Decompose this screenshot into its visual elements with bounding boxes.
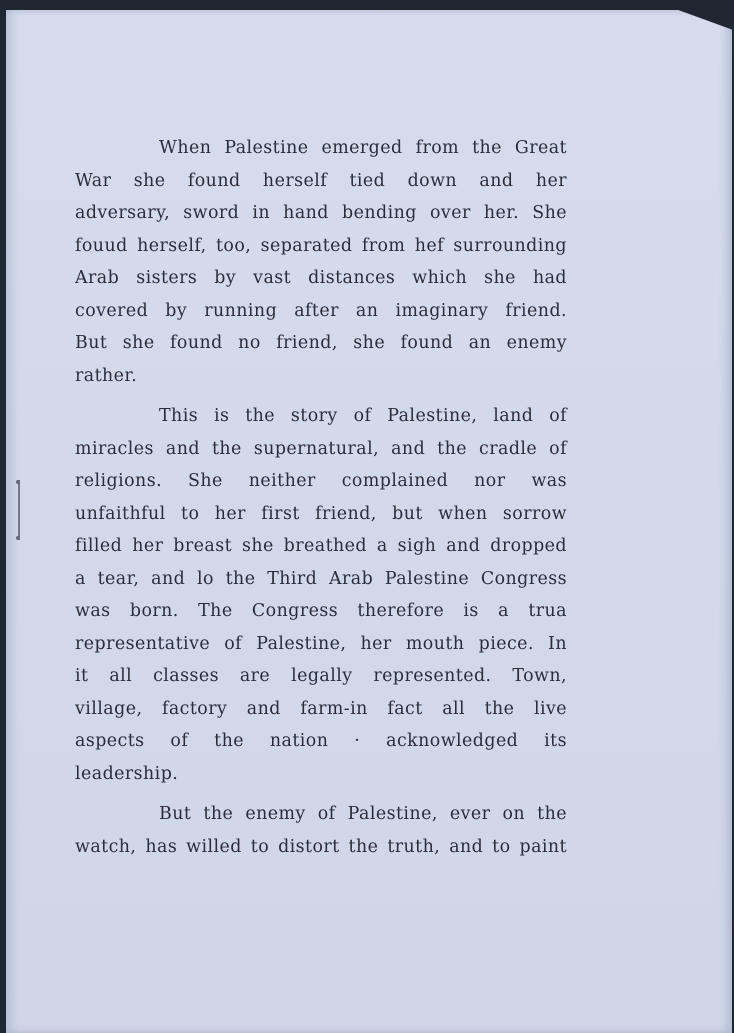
text-line: leadership.: [75, 763, 179, 784]
text-line: fouud herself, too, separated from hef surrounding: [75, 235, 567, 256]
text-line: religions. She neither complained nor was: [75, 471, 567, 491]
text-line: village, factory and farm-in fact all the live: [75, 698, 567, 719]
staple-mark: [18, 480, 24, 540]
text-line: filled her breast she breathed a sigh and dropped: [75, 536, 567, 556]
paragraph-2: [75, 400, 567, 790]
torn-corner: [652, 10, 732, 36]
text-line: a tear, and lo the Third Arab Palestine Congress: [75, 568, 567, 589]
text-line: War she found herself tied down and her: [75, 170, 567, 191]
page-edge-shading: [718, 10, 732, 1033]
text-line: This is the story of Palestine, land of: [159, 406, 567, 426]
paragraph-1: [75, 132, 567, 392]
text-line: But she found no friend, she found an enemy: [75, 333, 567, 353]
text-line: watch, has willed to distort the truth, and to paint: [75, 836, 567, 857]
text-line: When Palestine emerged from the Great: [159, 138, 567, 158]
text-line: miracles and the supernatural, and the cradle of: [75, 438, 567, 459]
body-text: [75, 132, 567, 863]
text-line: adversary, sword in hand bending over her. She: [75, 203, 567, 223]
text-line: it all classes are legally represented. Town,: [75, 666, 567, 686]
text-line: was born. The Congress therefore is a trua: [75, 601, 567, 621]
text-line: But the enemy of Palestine, ever on the: [159, 804, 567, 824]
text-line: unfaithful to her first friend, but when sorrow: [75, 503, 567, 524]
text-line: covered by running after an imaginary friend.: [75, 300, 567, 321]
paragraph-3: [75, 798, 567, 863]
text-line: aspects of the nation · acknowledged its: [75, 731, 567, 751]
text-line: representative of Palestine, her mouth piece. In: [75, 633, 567, 654]
text-line: rather.: [75, 365, 138, 386]
document-page: [6, 10, 732, 1033]
text-line: Arab sisters by vast distances which she had: [75, 268, 567, 288]
